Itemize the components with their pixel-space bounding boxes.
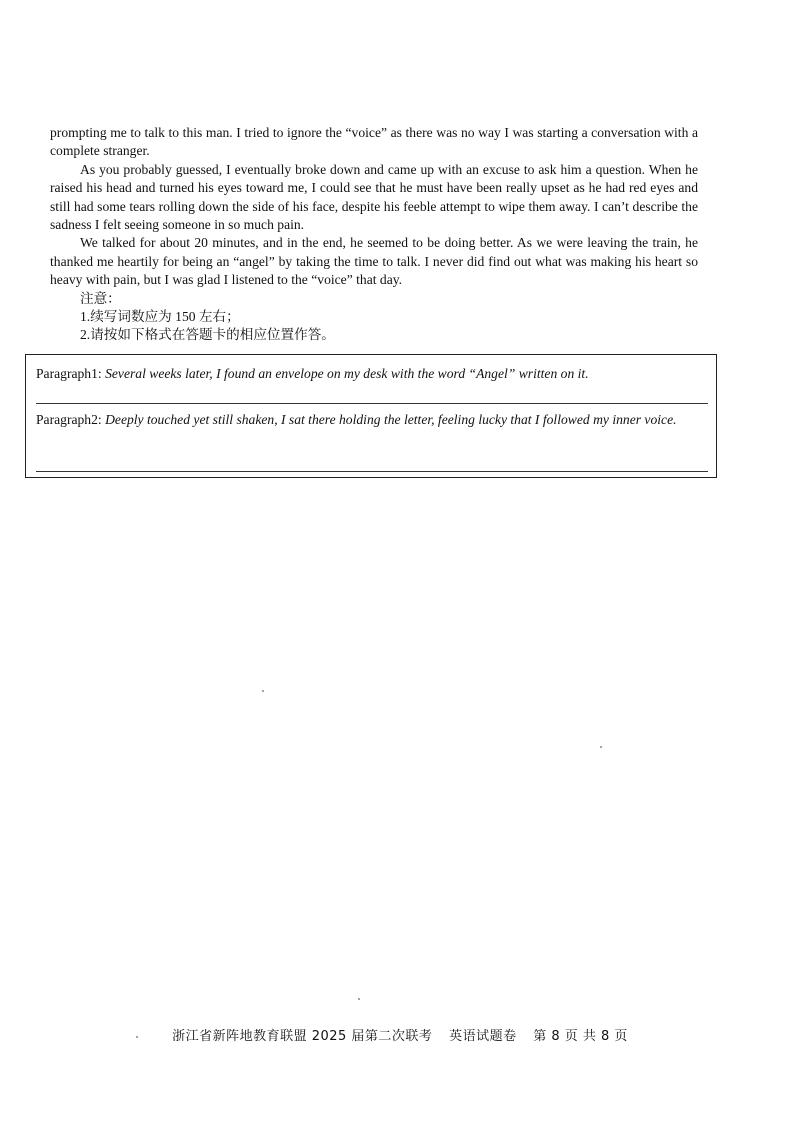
note-item-1: 1.续写词数应为 150 左右； <box>80 309 240 325</box>
page-footer <box>0 1025 800 1044</box>
paragraph2-writing-line <box>36 471 708 472</box>
footer-page-number: 第 8 页 共 8 页 <box>533 1029 628 1044</box>
scan-speck <box>262 690 264 692</box>
paragraph1-line <box>36 363 708 385</box>
footer-subject: 英语试题卷 <box>449 1029 517 1044</box>
scan-speck <box>358 998 360 1000</box>
notes-title: 注意： <box>80 290 121 306</box>
paragraph1-prompt: Several weeks later, I found an envelope on my desk with the word “Angel” written on it. <box>105 366 589 381</box>
paragraph2-label: Paragraph2: <box>36 412 102 427</box>
passage-paragraph-3: We talked for about 20 minutes, and in the end, he seemed to be doing better. As we were leaving the train, he thanked me heartily for being an “angel” by taking the time to talk. I never did find out what was making his heart so heavy with pain, but I was glad I listened to the “voice” that day. <box>50 235 698 288</box>
paragraph1-label: Paragraph1: <box>36 366 102 381</box>
passage-paragraph-2: As you probably guessed, I eventually broke down and came up with an excuse to ask him a question. When he raised his head and turned his eyes toward me, I could see that he must have been really upset as he had red eyes and still had some tears rolling down the side of his face, despite his feeble attempt to wipe them away. I can’t describe the sadness I felt seeing someone in so much pain. <box>50 161 698 233</box>
footer-exam-name: 浙江省新阵地教育联盟 2025 届第二次联考 <box>172 1029 433 1044</box>
paragraph2-prompt: Deeply touched yet still shaken, I sat there holding the letter, feeling lucky that I followed my inner voice. <box>105 412 677 427</box>
answer-format-box <box>25 354 717 478</box>
passage-paragraph-1: prompting me to talk to this man. I tried to ignore the “voice” as there was no way I was starting a conversation with a complete stranger. <box>50 125 698 159</box>
paragraph1-writing-line <box>36 403 708 404</box>
reading-passage <box>50 124 698 345</box>
note-item-2: 2.请按如下格式在答题卡的相应位置作答。 <box>80 327 335 343</box>
paragraph2-line <box>36 409 708 431</box>
scan-speck <box>600 746 602 748</box>
